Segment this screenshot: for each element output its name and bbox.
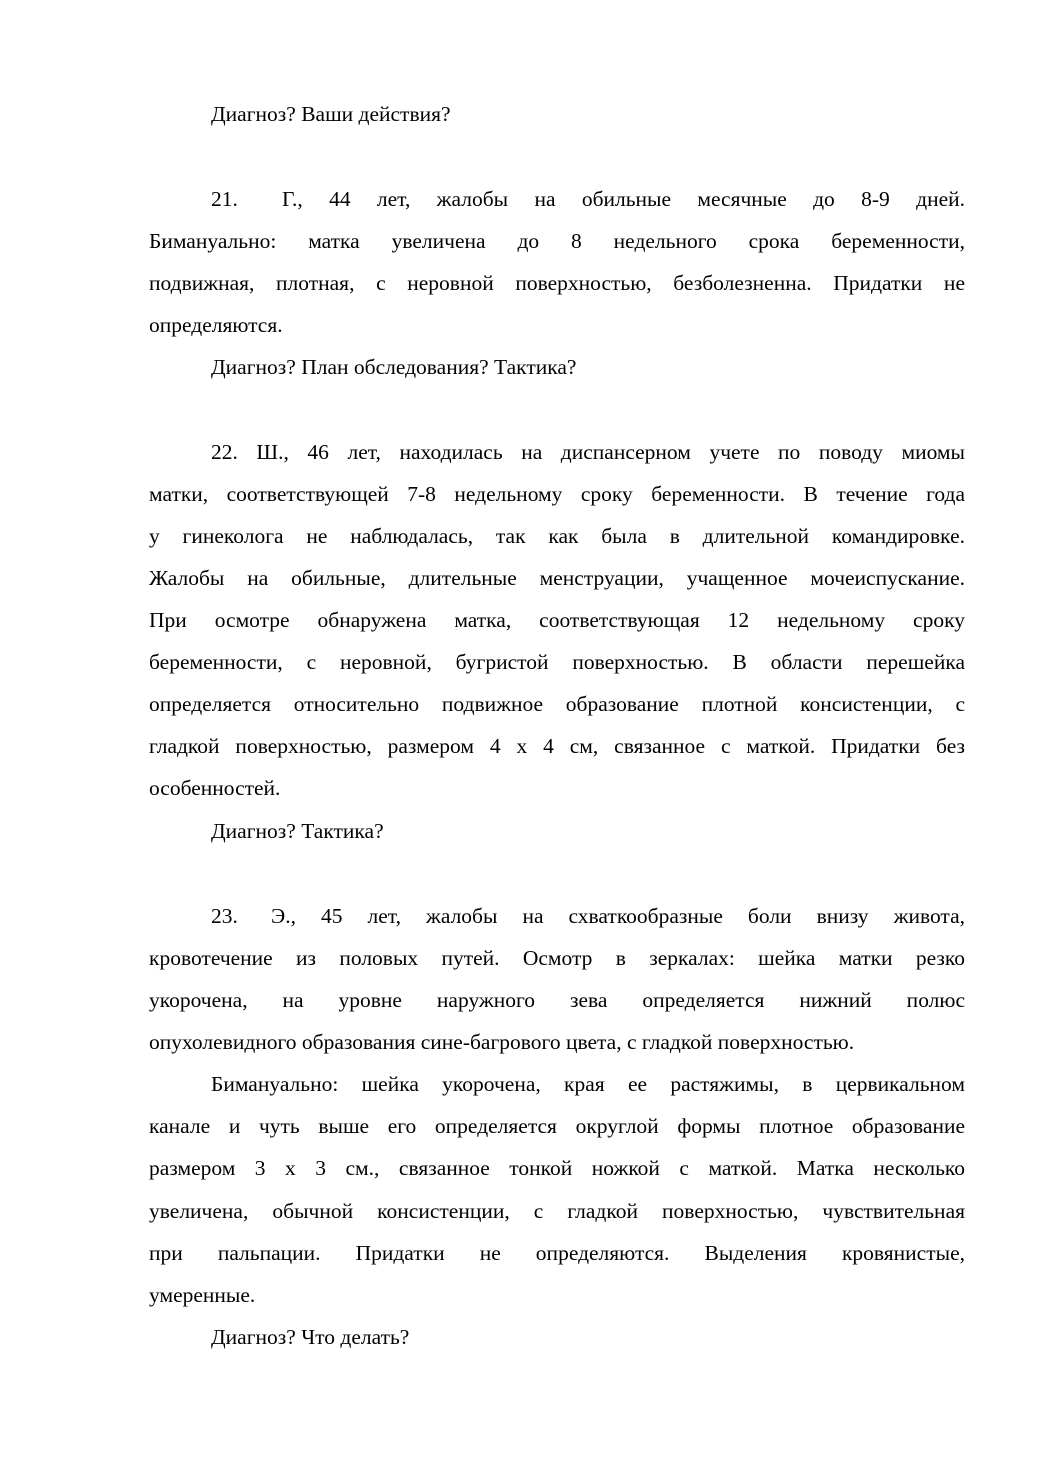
case-number: 21. bbox=[211, 187, 238, 211]
text-line: 22. Ш., 46 лет, находилась на диспансерном учете по поводу миомы bbox=[211, 440, 965, 464]
text-line: определяется относительно подвижное образование плотной консистенции, с bbox=[149, 692, 965, 716]
text-line: при пальпации. Придатки не определяются. Выделения кровянистые, bbox=[149, 1241, 965, 1265]
text-line: гладкой поверхностью, размером 4 х 4 см, связанное с маткой. Придатки без bbox=[149, 734, 965, 758]
text-line: Бимануально: матка увеличена до 8 недельного срока беременности, bbox=[149, 229, 965, 253]
question-line: Диагноз? Что делать? bbox=[211, 1325, 410, 1349]
text-line: умеренные. bbox=[149, 1283, 256, 1307]
text-line: кровотечение из половых путей. Осмотр в зеркалах: шейка матки резко bbox=[149, 946, 965, 970]
text-line: Г., 44 лет, жалобы на обильные месячные до 8-9 дней. bbox=[282, 187, 965, 211]
text-line: увеличена, обычной консистенции, с гладкой поверхностью, чувствительная bbox=[149, 1199, 965, 1223]
question-line: Диагноз? Тактика? bbox=[211, 819, 384, 843]
text-line: Жалобы на обильные, длительные менструации, учащенное мочеиспускание. bbox=[149, 566, 965, 590]
text-line: беременности, с неровной, бугристой поверхностью. В области перешейка bbox=[149, 650, 965, 674]
text-line: канале и чуть выше его определяется округлой формы плотное образование bbox=[149, 1114, 965, 1138]
text-line: размером 3 х 3 см., связанное тонкой ножкой с маткой. Матка несколько bbox=[149, 1156, 965, 1180]
text-line: опухолевидного образования сине-багрового цвета, с гладкой поверхностью. bbox=[149, 1030, 855, 1054]
text-line: Бимануально: шейка укорочена, края ее растяжимы, в цервикальном bbox=[211, 1072, 965, 1096]
text-line: у гинеколога не наблюдалась, так как была в длительной командировке. bbox=[149, 524, 965, 548]
case-number: 23. bbox=[211, 904, 238, 928]
text-line: особенностей. bbox=[149, 776, 281, 800]
text-line: подвижная, плотная, с неровной поверхностью, безболезненна. Придатки не bbox=[149, 271, 965, 295]
question-line: Диагноз? План обследования? Тактика? bbox=[211, 355, 577, 379]
text-line: матки, соответствующей 7-8 недельному сроку беременности. В течение года bbox=[149, 482, 965, 506]
text-line: При осмотре обнаружена матка, соответствующая 12 недельному сроку bbox=[149, 608, 965, 632]
text-line: определяются. bbox=[149, 313, 283, 337]
question-line: Диагноз? Ваши действия? bbox=[211, 102, 451, 126]
text-line: Э., 45 лет, жалобы на схваткообразные боли внизу живота, bbox=[271, 904, 965, 928]
text-line: укорочена, на уровне наружного зева определяется нижний полюс bbox=[149, 988, 965, 1012]
